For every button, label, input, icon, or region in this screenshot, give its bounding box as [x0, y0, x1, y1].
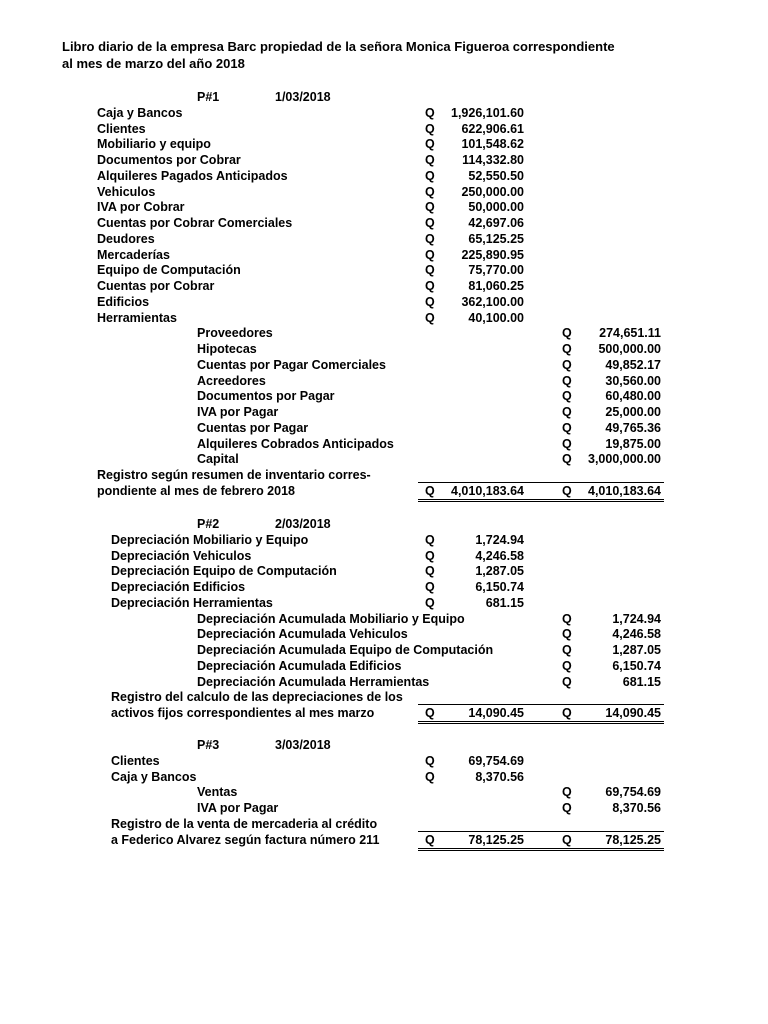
credit-amount: 25,000.00 [605, 405, 661, 419]
entry-date: 3/03/2018 [275, 738, 331, 752]
currency-symbol: Q [425, 832, 435, 847]
debit-row [0, 199, 768, 215]
debit-row [0, 184, 768, 200]
debit-account: Vehiculos [97, 184, 156, 199]
currency-symbol: Q [562, 785, 572, 800]
debit-account: Documentos por Cobrar [97, 153, 241, 167]
credit-account: Depreciación Acumulada Herramientas [197, 674, 430, 689]
entry-number: P#2 [197, 517, 220, 531]
debit-account: Edificios [97, 294, 150, 309]
debit-account: Deudores [97, 231, 155, 246]
currency-symbol: Q [425, 216, 435, 230]
total-rule-double [418, 848, 664, 851]
credit-amount: 69,754.69 [605, 785, 661, 800]
entry-description [0, 689, 768, 705]
debit-account: Depreciación Equipo de Computación [111, 564, 337, 579]
currency-symbol: Q [562, 436, 572, 451]
debit-row [0, 215, 768, 231]
entry-total-row [0, 483, 768, 499]
debit-account: Clientes [111, 753, 160, 768]
currency-symbol: Q [425, 200, 435, 215]
currency-symbol: Q [562, 342, 572, 356]
total-credit: 14,090.45 [605, 706, 661, 720]
currency-symbol: Q [562, 674, 572, 689]
debit-account: Mercaderías [97, 247, 170, 262]
credit-amount: 1,287.05 [612, 643, 661, 657]
debit-amount: 114,332.80 [462, 153, 524, 167]
debit-row [0, 753, 768, 769]
credit-row [0, 611, 768, 627]
credit-account: Alquileres Cobrados Anticipados [197, 436, 394, 451]
debit-amount: 8,370.56 [475, 769, 524, 784]
currency-symbol: Q [425, 753, 435, 768]
currency-symbol: Q [562, 452, 572, 467]
debit-account: Equipo de Computación [97, 263, 241, 278]
credit-row [0, 373, 768, 389]
debit-amount: 42,697.06 [468, 216, 524, 230]
debit-row [0, 294, 768, 310]
credit-amount: 274,651.11 [599, 326, 661, 341]
debit-account: Alquileres Pagados Anticipados [97, 168, 288, 183]
total-rule-double [418, 499, 664, 502]
debit-amount: 1,287.05 [475, 564, 524, 579]
currency-symbol: Q [425, 294, 435, 309]
credit-row [0, 784, 768, 800]
total-credit: 78,125.25 [605, 832, 661, 847]
entry-header [0, 737, 768, 753]
currency-symbol: Q [562, 326, 572, 341]
debit-account: Cuentas por Cobrar Comerciales [97, 216, 293, 230]
credit-account: Proveedores [197, 326, 273, 341]
currency-symbol: Q [425, 279, 435, 293]
credit-amount: 500,000.00 [598, 342, 661, 356]
currency-symbol: Q [425, 769, 435, 784]
credit-account: Capital [197, 452, 239, 467]
page-title-line-2: al mes de marzo del año 2018 [62, 56, 245, 71]
credit-row [0, 626, 768, 642]
credit-account: Acreedores [197, 373, 266, 388]
debit-amount: 40,100.00 [468, 310, 524, 325]
currency-symbol: Q [425, 310, 435, 325]
credit-account: Ventas [197, 785, 238, 800]
debit-account: Depreciación Edificios [111, 580, 246, 594]
debit-amount: 4,246.58 [475, 548, 524, 563]
debit-account: Caja y Bancos [111, 769, 197, 784]
description-line: a Federico Alvarez según factura número 211 [111, 832, 380, 847]
description-line: Registro según resumen de inventario corres- [97, 468, 371, 482]
debit-row [0, 262, 768, 278]
total-rule-top [418, 704, 664, 705]
credit-account: Cuentas por Pagar Comerciales [197, 357, 386, 372]
debit-row [0, 769, 768, 785]
debit-row [0, 152, 768, 168]
credit-account: Cuentas por Pagar [197, 420, 309, 435]
debit-account: Depreciación Herramientas [111, 595, 273, 610]
credit-row [0, 436, 768, 452]
credit-row [0, 388, 768, 404]
debit-amount: 225,890.95 [461, 247, 524, 262]
currency-symbol: Q [562, 611, 572, 626]
debit-account: IVA por Cobrar [97, 200, 185, 215]
debit-row [0, 247, 768, 263]
debit-amount: 65,125.25 [468, 231, 524, 246]
total-debit: 14,090.45 [468, 706, 524, 720]
debit-amount: 69,754.69 [468, 753, 524, 768]
credit-row [0, 451, 768, 467]
currency-symbol: Q [425, 532, 435, 547]
total-debit: 4,010,183.64 [451, 483, 524, 498]
debit-row [0, 136, 768, 152]
total-rule-double [418, 721, 664, 724]
currency-symbol: Q [425, 595, 435, 610]
currency-symbol: Q [562, 389, 572, 404]
debit-row [0, 105, 768, 121]
credit-amount: 4,246.58 [612, 627, 661, 642]
total-debit: 78,125.25 [468, 832, 524, 847]
total-credit: 4,010,183.64 [588, 483, 661, 498]
credit-account: Depreciación Acumulada Edificios [197, 658, 402, 673]
description-line: Registro del calculo de las depreciaciones de los [111, 690, 403, 705]
entry-number: P#3 [197, 738, 220, 752]
entry-description [0, 816, 768, 832]
credit-amount: 30,560.00 [605, 373, 661, 388]
description-line: Registro de la venta de mercaderia al crédito [111, 816, 378, 831]
debit-account: Depreciación Vehiculos [111, 548, 252, 563]
currency-symbol: Q [425, 548, 435, 563]
description-line: pondiente al mes de febrero 2018 [97, 483, 295, 498]
credit-account: Depreciación Acumulada Equipo de Computación [197, 643, 494, 657]
currency-symbol: Q [425, 706, 435, 720]
entry-total-row [0, 705, 768, 721]
credit-row [0, 674, 768, 690]
entry-description [0, 467, 768, 483]
credit-amount: 49,765.36 [605, 420, 661, 435]
credit-account: Documentos por Pagar [197, 389, 335, 404]
currency-symbol: Q [425, 580, 435, 594]
currency-symbol: Q [562, 483, 572, 498]
currency-symbol: Q [425, 168, 435, 183]
currency-symbol: Q [562, 832, 572, 847]
total-rule-top [418, 482, 664, 483]
currency-symbol: Q [425, 105, 435, 120]
credit-account: Depreciación Acumulada Mobiliario y Equipo [197, 611, 465, 626]
credit-account: IVA por Pagar [197, 405, 279, 419]
credit-row [0, 658, 768, 674]
debit-row [0, 121, 768, 137]
currency-symbol: Q [425, 231, 435, 246]
debit-amount: 6,150.74 [475, 580, 524, 594]
debit-amount: 681.15 [485, 595, 524, 610]
debit-account: Depreciación Mobiliario y Equipo [111, 532, 309, 547]
total-rule-top [418, 831, 664, 832]
credit-amount: 681.15 [622, 674, 661, 689]
credit-account: IVA por Pagar [197, 801, 279, 815]
credit-amount: 1,724.94 [612, 611, 661, 626]
debit-amount: 362,100.00 [461, 294, 524, 309]
debit-row [0, 548, 768, 564]
credit-amount: 6,150.74 [612, 658, 661, 673]
debit-amount: 50,000.00 [468, 200, 524, 215]
debit-row [0, 595, 768, 611]
debit-row [0, 168, 768, 184]
currency-symbol: Q [562, 627, 572, 642]
debit-row [0, 231, 768, 247]
currency-symbol: Q [562, 373, 572, 388]
debit-row [0, 310, 768, 326]
debit-amount: 52,550.50 [468, 168, 524, 183]
page-title-line-1: Libro diario de la empresa Barc propiedad de la señora Monica Figueroa correspondiente [62, 39, 615, 54]
currency-symbol: Q [562, 405, 572, 419]
debit-account: Herramientas [97, 310, 177, 325]
credit-amount: 3,000,000.00 [588, 452, 661, 467]
currency-symbol: Q [425, 153, 435, 167]
currency-symbol: Q [562, 420, 572, 435]
currency-symbol: Q [425, 483, 435, 498]
credit-row [0, 404, 768, 420]
currency-symbol: Q [562, 658, 572, 673]
credit-row [0, 642, 768, 658]
debit-account: Mobiliario y equipo [97, 137, 211, 152]
credit-row [0, 800, 768, 816]
credit-amount: 60,480.00 [605, 389, 661, 404]
credit-account: Depreciación Acumulada Vehiculos [197, 627, 408, 642]
debit-amount: 1,926,101.60 [451, 105, 524, 120]
entry-date: 2/03/2018 [275, 517, 331, 531]
credit-amount: 49,852.17 [605, 357, 661, 372]
credit-account: Hipotecas [197, 342, 257, 356]
currency-symbol: Q [425, 247, 435, 262]
debit-amount: 250,000.00 [461, 184, 524, 199]
debit-amount: 101,548.62 [461, 137, 524, 152]
debit-account: Cuentas por Cobrar [97, 279, 215, 293]
debit-amount: 622,906.61 [461, 121, 524, 136]
currency-symbol: Q [562, 801, 572, 815]
debit-row [0, 278, 768, 294]
entry-header [0, 89, 768, 105]
debit-amount: 81,060.25 [468, 279, 524, 293]
debit-amount: 75,770.00 [468, 263, 524, 278]
credit-amount: 19,875.00 [605, 436, 661, 451]
entry-header [0, 516, 768, 532]
currency-symbol: Q [425, 121, 435, 136]
credit-row [0, 341, 768, 357]
currency-symbol: Q [425, 184, 435, 199]
entry-date: 1/03/2018 [275, 90, 331, 104]
debit-row [0, 532, 768, 548]
currency-symbol: Q [425, 137, 435, 152]
debit-row [0, 579, 768, 595]
credit-amount: 8,370.56 [612, 801, 661, 815]
credit-row [0, 420, 768, 436]
debit-account: Caja y Bancos [97, 105, 183, 120]
description-line: activos fijos correspondientes al mes marzo [111, 706, 375, 720]
currency-symbol: Q [425, 263, 435, 278]
credit-row [0, 325, 768, 341]
entry-number: P#1 [197, 90, 220, 104]
currency-symbol: Q [425, 564, 435, 579]
currency-symbol: Q [562, 357, 572, 372]
currency-symbol: Q [562, 706, 572, 720]
debit-row [0, 563, 768, 579]
debit-amount: 1,724.94 [475, 532, 524, 547]
credit-row [0, 357, 768, 373]
debit-account: Clientes [97, 121, 146, 136]
entry-total-row [0, 832, 768, 848]
currency-symbol: Q [562, 643, 572, 657]
